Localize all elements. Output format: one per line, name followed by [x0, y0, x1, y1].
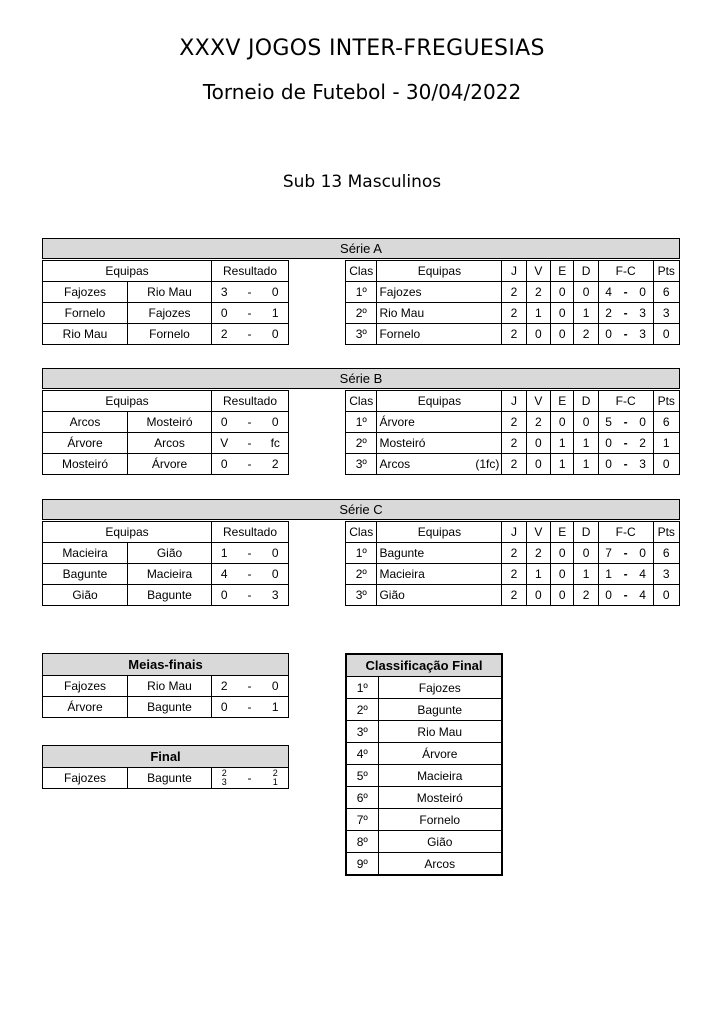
- v-header: V: [526, 391, 550, 412]
- d-header: D: [574, 261, 598, 282]
- team-cell: Árvore: [378, 743, 502, 765]
- v-cell: 0: [526, 585, 550, 606]
- score-dash: -: [237, 412, 263, 433]
- points-cell: 0: [653, 324, 679, 345]
- goals-against-cell: 3: [633, 324, 653, 345]
- team-name: Bagunte: [379, 546, 425, 560]
- goals-dash: -: [619, 412, 633, 433]
- team-name: Rio Mau: [379, 306, 425, 320]
- team-cell: Fajozes: [128, 303, 212, 324]
- table-row: [346, 282, 680, 303]
- team-cell: Macieira: [43, 543, 128, 564]
- table-row: [346, 543, 680, 564]
- table-row: [43, 697, 289, 718]
- points-cell: 3: [653, 303, 679, 324]
- e-header: E: [551, 391, 574, 412]
- goals-for-cell: 0: [598, 454, 618, 475]
- team-name: Mosteiró: [379, 436, 426, 450]
- d-cell: 0: [574, 282, 598, 303]
- score-cell: 1: [263, 303, 289, 324]
- j-header: J: [502, 391, 526, 412]
- team-name: Arcos: [379, 457, 411, 471]
- classification-title: Classificação Final: [346, 654, 502, 677]
- d-cell: 2: [574, 324, 598, 345]
- score-dash: -: [237, 303, 263, 324]
- table-row: [43, 282, 289, 303]
- d-cell: 1: [574, 564, 598, 585]
- series-band: Série C: [42, 499, 680, 520]
- team-cell: Bagunte: [128, 768, 212, 789]
- d-cell: 1: [574, 454, 598, 475]
- team-name: Macieira: [379, 567, 425, 581]
- goals-dash: -: [619, 454, 633, 475]
- score-dash: -: [237, 768, 263, 789]
- team-cell: Bagunte: [128, 585, 212, 606]
- team-cell: Árvore: [43, 697, 128, 718]
- v-cell: 0: [526, 324, 550, 345]
- score-cell: 0: [212, 697, 237, 718]
- v-cell: 2: [526, 412, 550, 433]
- position-cell: 3º: [346, 324, 377, 345]
- d-header: D: [574, 391, 598, 412]
- team-cell: Bagunte: [378, 699, 502, 721]
- j-cell: 2: [502, 585, 526, 606]
- score-cell: 0: [212, 585, 237, 606]
- team-cell: Fajozes: [378, 677, 502, 699]
- resultado-header: Resultado: [212, 391, 289, 412]
- goals-against-cell: 0: [633, 412, 653, 433]
- goals-against-cell: 0: [633, 543, 653, 564]
- v-cell: 1: [526, 564, 550, 585]
- e-cell: 0: [551, 585, 574, 606]
- final-away-score: 2: [272, 768, 278, 778]
- final-classification-table: [345, 653, 503, 876]
- table-row: [43, 324, 289, 345]
- team-cell: Árvore: [43, 433, 128, 454]
- team-name: Fajozes: [379, 285, 422, 299]
- score-cell: [263, 768, 289, 789]
- score-cell: 2: [212, 324, 237, 345]
- final-home-score: 2: [221, 768, 227, 778]
- equipas-header: Equipas: [377, 261, 502, 282]
- d-cell: 1: [574, 433, 598, 454]
- j-cell: 2: [502, 454, 526, 475]
- games-table: [42, 521, 289, 606]
- table-row: [346, 787, 502, 809]
- score-dash: -: [237, 282, 263, 303]
- d-cell: 2: [574, 585, 598, 606]
- goals-dash: -: [619, 564, 633, 585]
- e-cell: 0: [551, 303, 574, 324]
- score-cell: 1: [212, 543, 237, 564]
- table-row: [43, 768, 289, 789]
- points-cell: 1: [653, 433, 679, 454]
- position-cell: 2º: [346, 433, 377, 454]
- position-cell: 1º: [346, 282, 377, 303]
- score-dash: -: [237, 543, 263, 564]
- standings-table: [345, 390, 680, 475]
- e-header: E: [551, 522, 574, 543]
- equipas-header: Equipas: [43, 522, 212, 543]
- goals-for-cell: 4: [598, 282, 618, 303]
- goals-for-cell: 0: [598, 585, 618, 606]
- position-cell: 3º: [346, 585, 377, 606]
- e-cell: 1: [551, 454, 574, 475]
- score-dash: -: [237, 454, 263, 475]
- team-cell: Árvore: [128, 454, 212, 475]
- score-dash: -: [237, 433, 263, 454]
- table-row: [346, 433, 680, 454]
- e-cell: 0: [551, 282, 574, 303]
- goals-for-cell: 5: [598, 412, 618, 433]
- fc-header: F-C: [598, 522, 653, 543]
- goals-against-cell: 4: [633, 564, 653, 585]
- table-row: [346, 809, 502, 831]
- score-cell: 0: [263, 324, 289, 345]
- team-cell: Fajozes: [43, 768, 128, 789]
- position-cell: 3º: [346, 454, 377, 475]
- points-cell: 6: [653, 543, 679, 564]
- series-band: Série A: [42, 238, 680, 259]
- team-cell: [377, 324, 502, 345]
- score-cell: 0: [212, 303, 237, 324]
- score-dash: -: [237, 676, 263, 697]
- team-cell: Arcos: [43, 412, 128, 433]
- position-cell: 1º: [346, 412, 377, 433]
- table-row: [43, 412, 289, 433]
- score-cell: 0: [263, 543, 289, 564]
- position-cell: 5º: [346, 765, 378, 787]
- team-name: Fornelo: [379, 327, 421, 341]
- j-cell: 2: [502, 564, 526, 585]
- score-cell: 0: [263, 564, 289, 585]
- pts-header: Pts: [653, 522, 679, 543]
- score-cell: 4: [212, 564, 237, 585]
- position-cell: 2º: [346, 699, 378, 721]
- table-row: [346, 699, 502, 721]
- j-cell: 2: [502, 412, 526, 433]
- goals-against-cell: 0: [633, 282, 653, 303]
- team-cell: Gião: [378, 831, 502, 853]
- table-row: [346, 303, 680, 324]
- team-cell: [377, 564, 502, 585]
- semis-table: [42, 653, 289, 718]
- standings-table: [345, 521, 680, 606]
- team-cell: [377, 412, 502, 433]
- clas-header: Clas: [346, 261, 377, 282]
- score-cell: V: [212, 433, 237, 454]
- score-cell: 0: [263, 676, 289, 697]
- position-cell: 7º: [346, 809, 378, 831]
- v-header: V: [526, 261, 550, 282]
- table-row: [43, 585, 289, 606]
- team-cell: Macieira: [128, 564, 212, 585]
- goals-dash: -: [619, 282, 633, 303]
- category-title: Sub 13 Masculinos: [282, 172, 442, 192]
- team-cell: [377, 303, 502, 324]
- table-row: [346, 765, 502, 787]
- j-header: J: [502, 261, 526, 282]
- team-cell: [377, 282, 502, 303]
- position-cell: 4º: [346, 743, 378, 765]
- equipas-header: Equipas: [43, 261, 212, 282]
- table-row: [346, 585, 680, 606]
- team-cell: [377, 454, 502, 475]
- v-cell: 2: [526, 282, 550, 303]
- position-cell: 2º: [346, 303, 377, 324]
- score-dash: -: [237, 564, 263, 585]
- table-row: [43, 564, 289, 585]
- goals-for-cell: 1: [598, 564, 618, 585]
- final-table: [42, 745, 289, 789]
- position-cell: 8º: [346, 831, 378, 853]
- goals-dash: -: [619, 303, 633, 324]
- team-cell: [377, 433, 502, 454]
- team-cell: [377, 585, 502, 606]
- equipas-header: Equipas: [43, 391, 212, 412]
- position-cell: 3º: [346, 721, 378, 743]
- e-cell: 0: [551, 324, 574, 345]
- goals-dash: -: [619, 543, 633, 564]
- goals-for-cell: 0: [598, 433, 618, 454]
- team-cell: Mosteiró: [378, 787, 502, 809]
- goals-for-cell: 7: [598, 543, 618, 564]
- points-cell: 0: [653, 585, 679, 606]
- team-cell: [377, 543, 502, 564]
- e-cell: 0: [551, 564, 574, 585]
- score-cell: 0: [212, 412, 237, 433]
- clas-header: Clas: [346, 522, 377, 543]
- d-cell: 1: [574, 303, 598, 324]
- points-cell: 0: [653, 454, 679, 475]
- team-cell: Fornelo: [378, 809, 502, 831]
- goals-against-cell: 4: [633, 585, 653, 606]
- resultado-header: Resultado: [212, 261, 289, 282]
- final-away-penalties: 1: [272, 777, 278, 787]
- goals-for-cell: 2: [598, 303, 618, 324]
- score-cell: [212, 768, 237, 789]
- v-cell: 1: [526, 303, 550, 324]
- team-cell: Fornelo: [43, 303, 128, 324]
- table-row: [43, 543, 289, 564]
- position-cell: 2º: [346, 564, 377, 585]
- table-row: [43, 454, 289, 475]
- score-cell: 0: [263, 412, 289, 433]
- table-row: [43, 303, 289, 324]
- score-cell: 1: [263, 697, 289, 718]
- table-row: [346, 677, 502, 699]
- table-row: [43, 433, 289, 454]
- e-header: E: [551, 261, 574, 282]
- fc-header: F-C: [598, 391, 653, 412]
- v-cell: 0: [526, 454, 550, 475]
- standings-table: [345, 260, 680, 345]
- score-dash: -: [237, 324, 263, 345]
- team-cell: Rio Mau: [43, 324, 128, 345]
- points-cell: 6: [653, 412, 679, 433]
- position-cell: 9º: [346, 853, 378, 876]
- team-cell: Rio Mau: [128, 282, 212, 303]
- goals-against-cell: 3: [633, 303, 653, 324]
- pts-header: Pts: [653, 261, 679, 282]
- team-cell: Gião: [128, 543, 212, 564]
- resultado-header: Resultado: [212, 522, 289, 543]
- score-cell: 0: [263, 282, 289, 303]
- v-header: V: [526, 522, 550, 543]
- v-cell: 2: [526, 543, 550, 564]
- team-cell: Macieira: [378, 765, 502, 787]
- table-row: [346, 743, 502, 765]
- team-name: Gião: [379, 588, 405, 602]
- final-title: Final: [43, 746, 289, 768]
- score-cell: 0: [212, 454, 237, 475]
- e-cell: 0: [551, 412, 574, 433]
- position-cell: 1º: [346, 543, 377, 564]
- team-cell: Mosteiró: [128, 412, 212, 433]
- score-dash: -: [237, 697, 263, 718]
- score-cell: 2: [263, 454, 289, 475]
- team-note: (1fc): [475, 457, 500, 471]
- final-home-penalties: 3: [221, 777, 227, 787]
- pts-header: Pts: [653, 391, 679, 412]
- team-cell: Bagunte: [128, 697, 212, 718]
- table-row: [346, 721, 502, 743]
- d-header: D: [574, 522, 598, 543]
- goals-dash: -: [619, 324, 633, 345]
- j-header: J: [502, 522, 526, 543]
- points-cell: 3: [653, 564, 679, 585]
- e-cell: 0: [551, 543, 574, 564]
- table-row: [346, 831, 502, 853]
- equipas-header: Equipas: [377, 522, 502, 543]
- page-subtitle: Torneio de Futebol - 30/04/2022: [202, 80, 522, 104]
- team-cell: Bagunte: [43, 564, 128, 585]
- goals-against-cell: 3: [633, 454, 653, 475]
- d-cell: 0: [574, 412, 598, 433]
- equipas-header: Equipas: [377, 391, 502, 412]
- team-cell: Fajozes: [43, 282, 128, 303]
- table-row: [346, 564, 680, 585]
- team-cell: Arcos: [378, 853, 502, 876]
- score-cell: 3: [263, 585, 289, 606]
- team-cell: Rio Mau: [378, 721, 502, 743]
- page-title: XXXV JOGOS INTER-FREGUESIAS: [179, 36, 545, 61]
- table-row: [43, 676, 289, 697]
- v-cell: 0: [526, 433, 550, 454]
- team-cell: Gião: [43, 585, 128, 606]
- team-cell: Rio Mau: [128, 676, 212, 697]
- table-row: [346, 412, 680, 433]
- j-cell: 2: [502, 324, 526, 345]
- series-band: Série B: [42, 368, 680, 389]
- j-cell: 2: [502, 282, 526, 303]
- table-row: [346, 454, 680, 475]
- team-cell: Mosteiró: [43, 454, 128, 475]
- score-cell: 2: [212, 676, 237, 697]
- goals-against-cell: 2: [633, 433, 653, 454]
- team-cell: Arcos: [128, 433, 212, 454]
- j-cell: 2: [502, 303, 526, 324]
- j-cell: 2: [502, 433, 526, 454]
- team-cell: Fajozes: [43, 676, 128, 697]
- fc-header: F-C: [598, 261, 653, 282]
- goals-for-cell: 0: [598, 324, 618, 345]
- team-cell: Fornelo: [128, 324, 212, 345]
- score-dash: -: [237, 585, 263, 606]
- goals-dash: -: [619, 433, 633, 454]
- score-cell: fc: [263, 433, 289, 454]
- team-name: Árvore: [379, 415, 415, 429]
- d-cell: 0: [574, 543, 598, 564]
- semis-title: Meias-finais: [43, 654, 289, 676]
- games-table: [42, 260, 289, 345]
- table-row: [346, 853, 502, 876]
- e-cell: 1: [551, 433, 574, 454]
- points-cell: 6: [653, 282, 679, 303]
- clas-header: Clas: [346, 391, 377, 412]
- position-cell: 1º: [346, 677, 378, 699]
- table-row: [346, 324, 680, 345]
- games-table: [42, 390, 289, 475]
- goals-dash: -: [619, 585, 633, 606]
- score-cell: 3: [212, 282, 237, 303]
- j-cell: 2: [502, 543, 526, 564]
- position-cell: 6º: [346, 787, 378, 809]
